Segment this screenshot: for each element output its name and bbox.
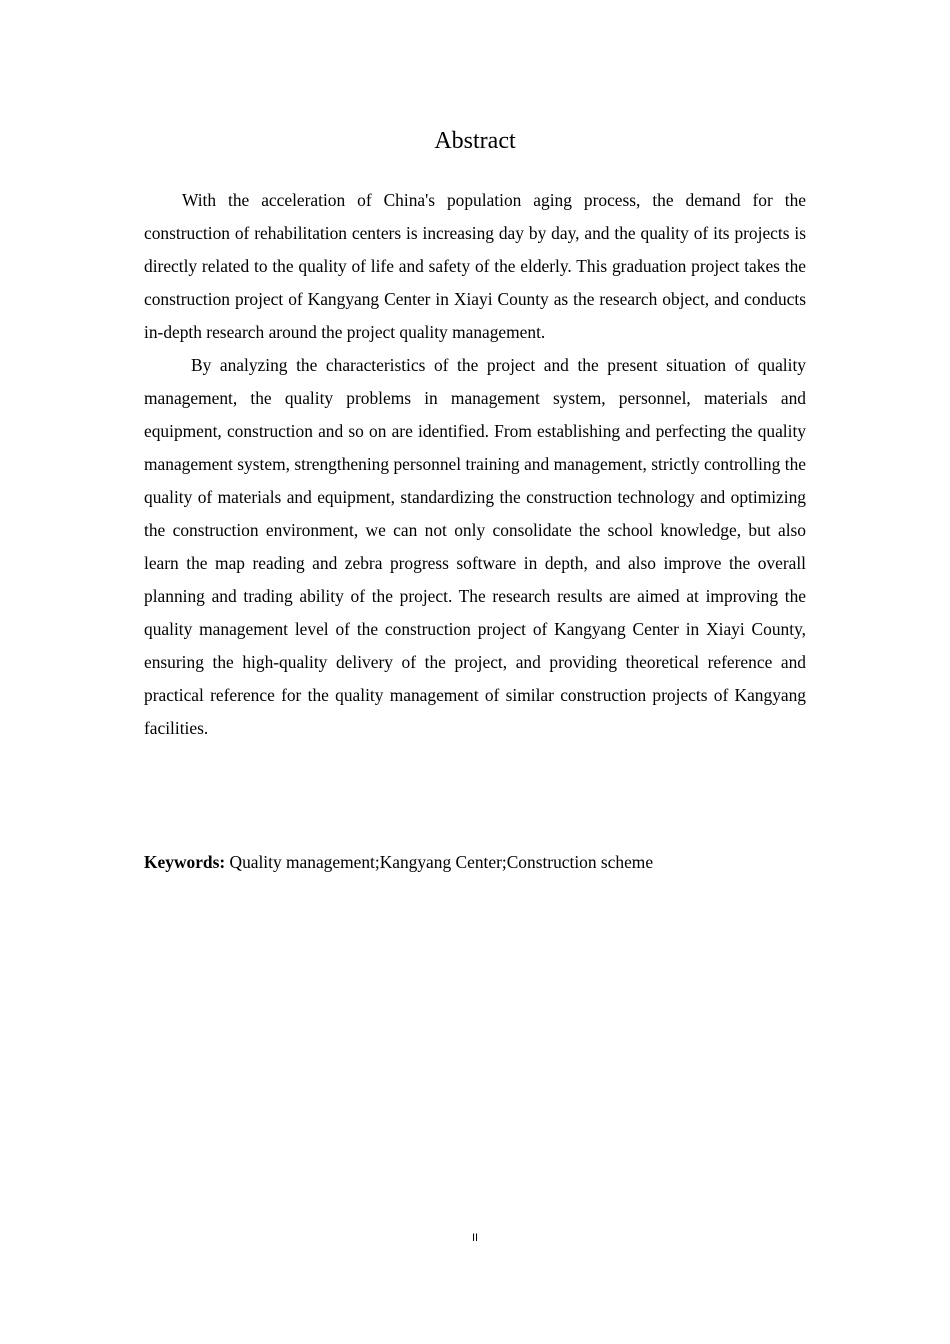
keywords-label: Keywords: [144, 852, 226, 872]
abstract-paragraph-2: By analyzing the characteristics of the project and the present situation of quality management, the quality problems in management system, personnel, materials and equipment, construction and so on are identified. From establishing and perfecting the quality management system, strengthening personnel training and management, strictly controlling the quality of materials and equipment, standardizing the construction technology and optimizing the construction environment, we can not only consolidate the school knowledge, but also learn the map reading and zebra progress software in depth, and also improve the overall planning and trading ability of the project. The research results are aimed at improving the quality management level of the construction project of Kangyang Center in Xiayi County, ensuring the high-quality delivery of the project, and providing theoretical reference and practical reference for the quality management of similar construction projects of Kangyang facilities. [144, 355, 806, 738]
abstract-body [144, 184, 806, 745]
keywords-line [144, 846, 806, 879]
keywords-text: Quality management;Kangyang Center;Construction scheme [225, 852, 654, 872]
page-number: II [471, 1232, 479, 1244]
abstract-paragraph-1: With the acceleration of China's population aging process, the demand for the construction of rehabilitation centers is increasing day by day, and the quality of its projects is directly related to the quality of life and safety of the elderly. This graduation project takes the construction project of Kangyang Center in Xiayi County as the research object, and conducts in-depth research around the project quality management. [144, 190, 806, 342]
page-title: Abstract [434, 128, 516, 154]
